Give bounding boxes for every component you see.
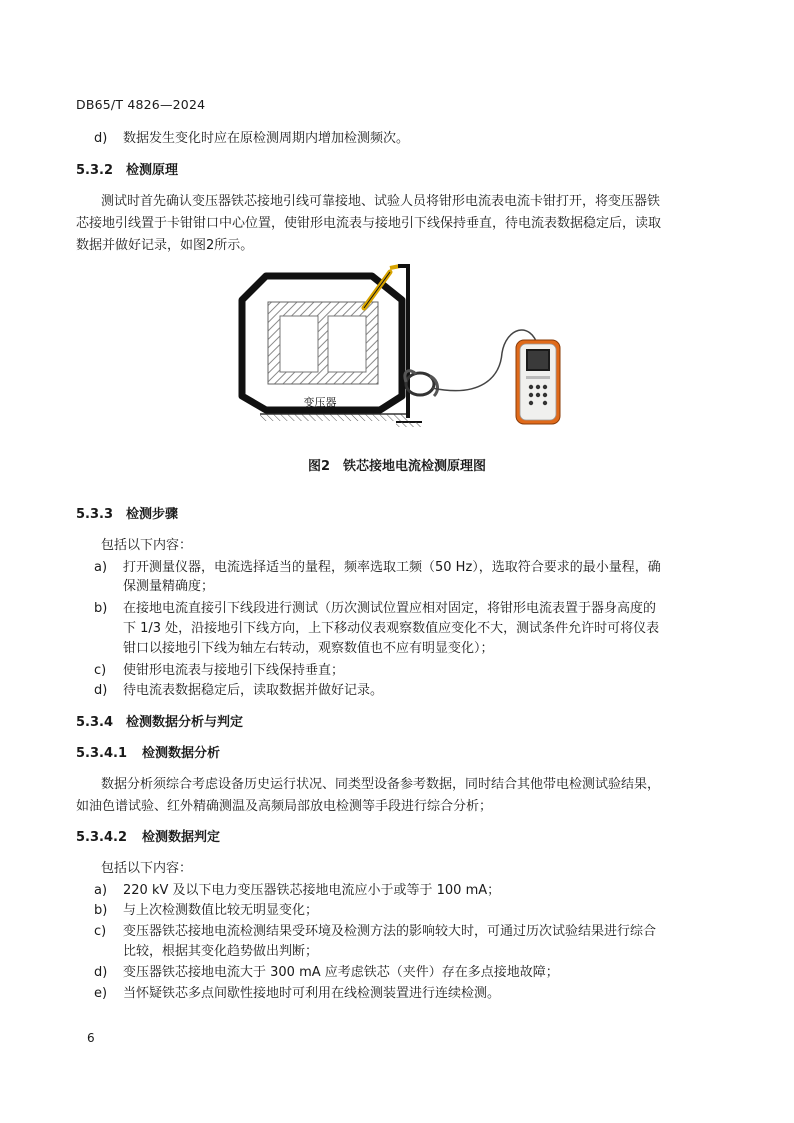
section-title: 检测步骤 — [126, 507, 179, 522]
list-intro: 包括以下内容： — [101, 538, 193, 553]
list-item-text: 下 1/3 处，沿接地引下线方向，上下移动仪表观察数值应变化不大，测试条件允许时可将仪表 — [123, 621, 660, 636]
section-heading-5-3-2 — [76, 162, 178, 180]
list-marker: c) — [94, 663, 107, 678]
section-heading-5-3-4-2 — [76, 829, 220, 847]
section-number: 5.3.4.2 — [76, 830, 127, 845]
list-marker: d) — [94, 131, 108, 146]
list-marker: a) — [94, 560, 108, 575]
transformer-label: 变压器 — [303, 396, 337, 409]
section-number: 5.3.4 — [76, 715, 114, 730]
section-heading-5-3-4 — [76, 714, 243, 732]
list-item-text: 变压器铁芯接地电流检测结果受环境及检测方法的影响较大时，可通过历次试验结果进行综合 — [123, 924, 657, 939]
section-heading-5-3-3 — [76, 506, 178, 524]
list-item-text: 220 kV 及以下电力变压器铁芯接地电流应小于或等于 100 mA； — [123, 883, 501, 898]
paragraph-line: 数据并做好记录，如图2所示。 — [76, 238, 254, 253]
section-title: 检测数据分析与判定 — [126, 715, 244, 730]
paragraph-line: 测试时首先确认变压器铁芯接地引线可靠接地、试验人员将钳形电流表电流卡钳打开，将变压器铁 — [101, 194, 661, 209]
section-heading-5-3-4-1 — [76, 745, 220, 763]
section-number: 5.3.2 — [76, 163, 114, 178]
list-marker: d) — [94, 965, 108, 980]
list-marker: e) — [94, 986, 108, 1001]
ground-symbol — [260, 414, 410, 421]
transformer-core — [268, 302, 378, 384]
section-number: 5.3.4.1 — [76, 746, 127, 761]
section-number: 5.3.3 — [76, 507, 114, 522]
list-item-text: 在接地电流直接引下线段进行测试（历次测试位置应相对固定，将钳形电流表置于器身高度的 — [123, 601, 657, 616]
section-title: 检测数据判定 — [142, 830, 221, 845]
paragraph-line: 如油色谱试验、红外精确测温及高频局部放电检测等手段进行综合分析； — [76, 799, 493, 814]
list-marker: a) — [94, 883, 108, 898]
clamp-meter-device — [516, 340, 560, 424]
list-item-text: 保测量精确度； — [123, 579, 215, 594]
list-item-text: 当怀疑铁芯多点间歇性接地时可利用在线检测装置进行连续检测。 — [123, 986, 501, 1001]
section-title: 检测数据分析 — [142, 746, 221, 761]
paragraph-line: 芯接地引线置于卡钳钳口中心位置，使钳形电流表与接地引下线保持垂直，待电流表数据稳定后，读取 — [76, 216, 662, 231]
list-item-text: 待电流表数据稳定后，读取数据并做好记录。 — [123, 683, 384, 698]
list-intro: 包括以下内容： — [101, 861, 193, 876]
list-item-text: 比较，根据其变化趋势做出判断； — [123, 944, 319, 959]
list-marker: c) — [94, 924, 107, 939]
list-marker: b) — [94, 601, 108, 616]
list-item-text: 变压器铁芯接地电流大于 300 mA 应考虑铁芯（夹件）存在多点接地故障； — [123, 965, 559, 980]
list-item-text: 与上次检测数值比较无明显变化； — [123, 903, 319, 918]
page-number: 6 — [87, 1031, 95, 1045]
paragraph-line: 数据分析须综合考虑设备历史运行状况、同类型设备参考数据，同时结合其他带电检测试验结果， — [101, 777, 661, 792]
list-item-text: 打开测量仪器，电流选择适当的量程，频率选取工频（50 Hz），选取符合要求的最小量程，确 — [123, 560, 661, 575]
list-item-text: 数据发生变化时应在原检测周期内增加检测频次。 — [123, 131, 410, 146]
section-title: 检测原理 — [126, 163, 179, 178]
list-marker: b) — [94, 903, 108, 918]
standard-code: DB65/T 4826—2024 — [76, 97, 206, 112]
list-item-text: 钳口以接地引下线为轴左右转动，观察数值也不应有明显变化）； — [123, 641, 494, 656]
list-marker: d) — [94, 683, 108, 698]
figure-caption: 图2 铁芯接地电流检测原理图 — [307, 459, 487, 474]
figure-2-diagram — [230, 258, 570, 438]
list-item-text: 使钳形电流表与接地引下线保持垂直； — [123, 663, 345, 678]
